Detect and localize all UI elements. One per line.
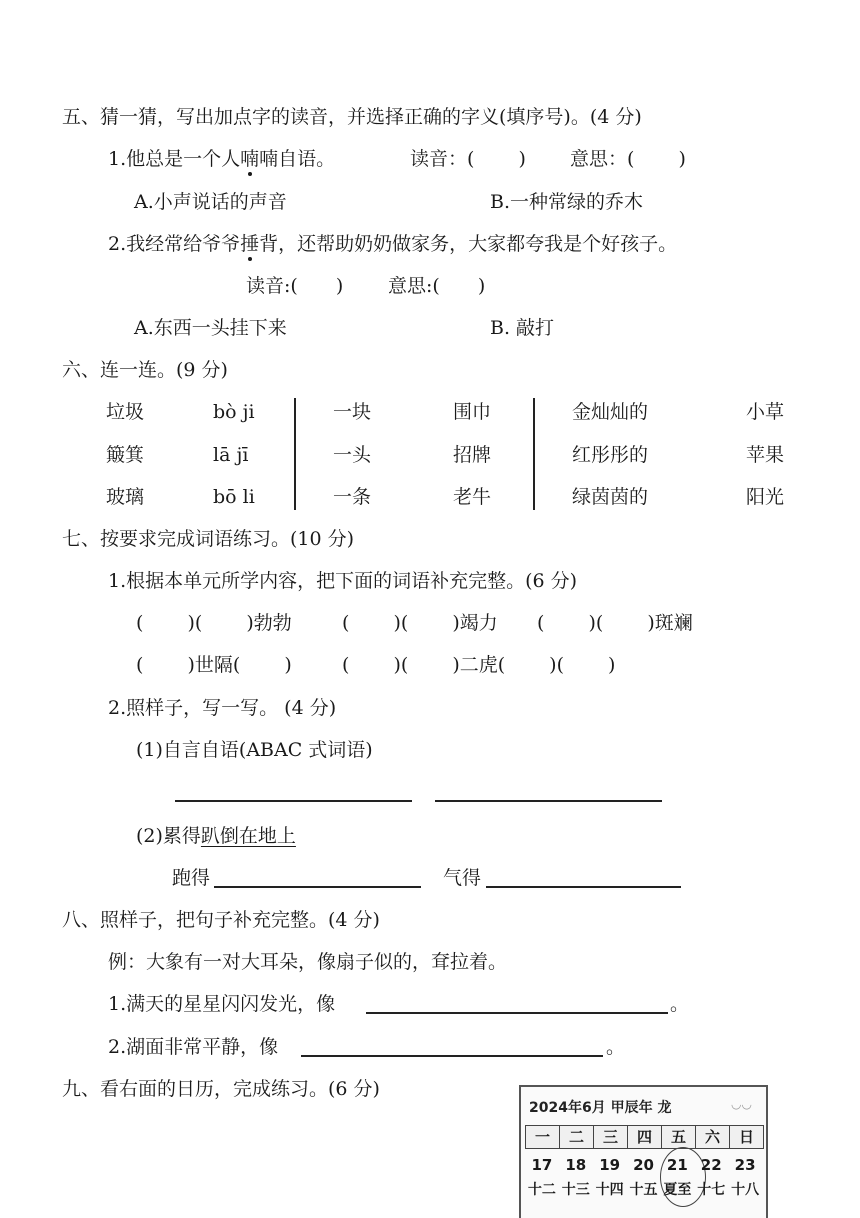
match-adjective-1[interactable]: 金灿灿的 <box>572 401 649 423</box>
s7-q2-item-2-underlined: 趴倒在地上 <box>200 825 296 847</box>
s5-q1-dotted-char: 喃 <box>240 148 260 170</box>
s8-q2-period: 。 <box>606 1036 626 1058</box>
day-17: 17 <box>531 1156 553 1174</box>
match-word-1[interactable]: 垃圾 <box>106 401 145 423</box>
s5-q2-pre: 2.我经常给爷爷 <box>108 233 241 255</box>
match-quantifier-1[interactable]: 一块 <box>333 401 372 423</box>
match-pinyin-1[interactable]: bò ji <box>213 401 255 423</box>
idiom-fill-4[interactable]: ( )世隔( ) <box>136 654 292 676</box>
s5-q2-dotted-char: 捶 <box>240 233 260 255</box>
lunar-20: 十五 <box>629 1182 658 1198</box>
run-answer-line[interactable] <box>214 886 421 888</box>
calendar-title: 2024年6月 甲辰年 龙 <box>529 1100 672 1116</box>
s5-q1-option-b: B.一种常绿的乔木 <box>490 191 644 213</box>
section-7-heading: 七、按要求完成词语练习。(10 分) <box>62 528 355 550</box>
s5-q2-meaning-blank[interactable]: 意思:( ) <box>388 275 486 297</box>
s5-question-1 <box>108 150 335 169</box>
idiom-fill-1[interactable]: ( )( )勃勃 <box>136 612 292 634</box>
weekday-sun: 日 <box>738 1128 754 1146</box>
match-adjective-3[interactable]: 绿茵茵的 <box>572 486 649 508</box>
s7-q2-item-2-pre: (2)累得 <box>136 825 201 847</box>
day-22: 22 <box>700 1156 722 1174</box>
match-word-2[interactable]: 簸箕 <box>106 444 145 466</box>
section-9-heading: 九、看右面的日历，完成练习。(6 分) <box>62 1078 380 1100</box>
lunar-21: 夏至 <box>663 1182 692 1198</box>
answer-line-2[interactable] <box>435 800 662 802</box>
answer-line-1[interactable] <box>175 800 412 802</box>
match-noun-1[interactable]: 围巾 <box>453 401 492 423</box>
angry-label: 气得 <box>443 867 482 889</box>
section-5-heading: 五、猜一猜，写出加点字的读音，并选择正确的字义(填序号)。(4 分) <box>62 106 642 128</box>
match-object-3[interactable]: 阳光 <box>746 486 785 508</box>
lunar-23: 十八 <box>731 1182 760 1198</box>
match-pinyin-3[interactable]: bō li <box>213 486 255 508</box>
calendar-days-row <box>525 1156 762 1174</box>
lunar-17: 十二 <box>527 1182 556 1198</box>
s5-q1-pre: 1.他总是一个人 <box>108 148 241 170</box>
match-object-2[interactable]: 苹果 <box>746 444 785 466</box>
lunar-18: 十三 <box>561 1182 590 1198</box>
s5-q1-reading-blank[interactable]: 读音：( ) <box>410 148 526 170</box>
s5-q1-meaning-blank[interactable]: 意思：( ) <box>570 148 686 170</box>
day-23: 23 <box>734 1156 756 1174</box>
s5-q2-option-b: B. 敲打 <box>490 317 555 339</box>
s5-q1-post: 喃自语。 <box>259 148 336 170</box>
weekday-mon: 一 <box>526 1126 560 1148</box>
match-noun-2[interactable]: 招牌 <box>453 444 492 466</box>
weekday-tue: 二 <box>560 1126 594 1148</box>
match-pinyin-2[interactable]: lā jī <box>213 444 249 466</box>
match-noun-3[interactable]: 老牛 <box>453 486 492 508</box>
divider-1 <box>294 398 296 510</box>
divider-2 <box>533 398 535 510</box>
s7-question-1: 1.根据本单元所学内容，把下面的词语补充完整。(6 分) <box>108 570 578 592</box>
match-object-1[interactable]: 小草 <box>746 401 785 423</box>
day-19: 19 <box>599 1156 621 1174</box>
s8-q2-answer-line[interactable] <box>301 1055 603 1057</box>
match-quantifier-3[interactable]: 一条 <box>333 486 372 508</box>
lunar-19: 十四 <box>595 1182 624 1198</box>
calendar-weekday-row <box>525 1125 764 1149</box>
s7-question-2: 2.照样子，写一写。 (4 分) <box>108 697 337 719</box>
lunar-22: 十七 <box>697 1182 726 1198</box>
s5-q2-post: 背，还帮助奶奶做家务，大家都夸我是个好孩子。 <box>259 233 678 255</box>
idiom-fill-3[interactable]: ( )( )斑斓 <box>537 612 693 634</box>
angry-answer-line[interactable] <box>486 886 681 888</box>
match-adjective-2[interactable]: 红彤彤的 <box>572 444 649 466</box>
s5-question-2 <box>108 235 677 254</box>
run-label: 跑得 <box>172 867 211 889</box>
calendar-image <box>519 1085 768 1218</box>
s7-q2-item-2 <box>136 827 296 846</box>
s5-q1-option-a: A.小声说话的声音 <box>134 191 287 213</box>
weekday-thu: 四 <box>628 1126 662 1148</box>
day-18: 18 <box>565 1156 587 1174</box>
weekday-wed: 三 <box>594 1126 628 1148</box>
s8-question-2: 2.湖面非常平静，像 <box>108 1036 279 1058</box>
s5-q2-reading-blank[interactable]: 读音:( ) <box>246 275 344 297</box>
s7-q2-item-1: (1)自言自语(ABAC 式词语) <box>136 739 373 761</box>
calendar-corner-mark: ◡◡ <box>731 1097 752 1111</box>
s8-example: 例：大象有一对大耳朵，像扇子似的，耷拉着。 <box>108 951 508 973</box>
s8-question-1: 1.满天的星星闪闪发光，像 <box>108 993 336 1015</box>
s5-q2-option-a: A.东西一头挂下来 <box>134 317 287 339</box>
s8-q1-answer-line[interactable] <box>366 1012 668 1014</box>
day-21: 21 <box>666 1156 688 1174</box>
calendar-lunar-row <box>525 1179 762 1199</box>
day-20: 20 <box>633 1156 654 1174</box>
weekday-fri: 五 <box>662 1126 696 1148</box>
match-word-3[interactable]: 玻璃 <box>106 486 145 508</box>
s8-q1-period: 。 <box>670 993 690 1015</box>
idiom-fill-5[interactable]: ( )( )二虎( )( ) <box>342 654 616 676</box>
idiom-fill-2[interactable]: ( )( )竭力 <box>342 612 498 634</box>
weekday-sat: 六 <box>696 1126 730 1148</box>
match-quantifier-2[interactable]: 一头 <box>333 444 372 466</box>
section-8-heading: 八、照样子，把句子补充完整。(4 分) <box>62 909 380 931</box>
section-6-heading: 六、连一连。(9 分) <box>62 359 228 381</box>
